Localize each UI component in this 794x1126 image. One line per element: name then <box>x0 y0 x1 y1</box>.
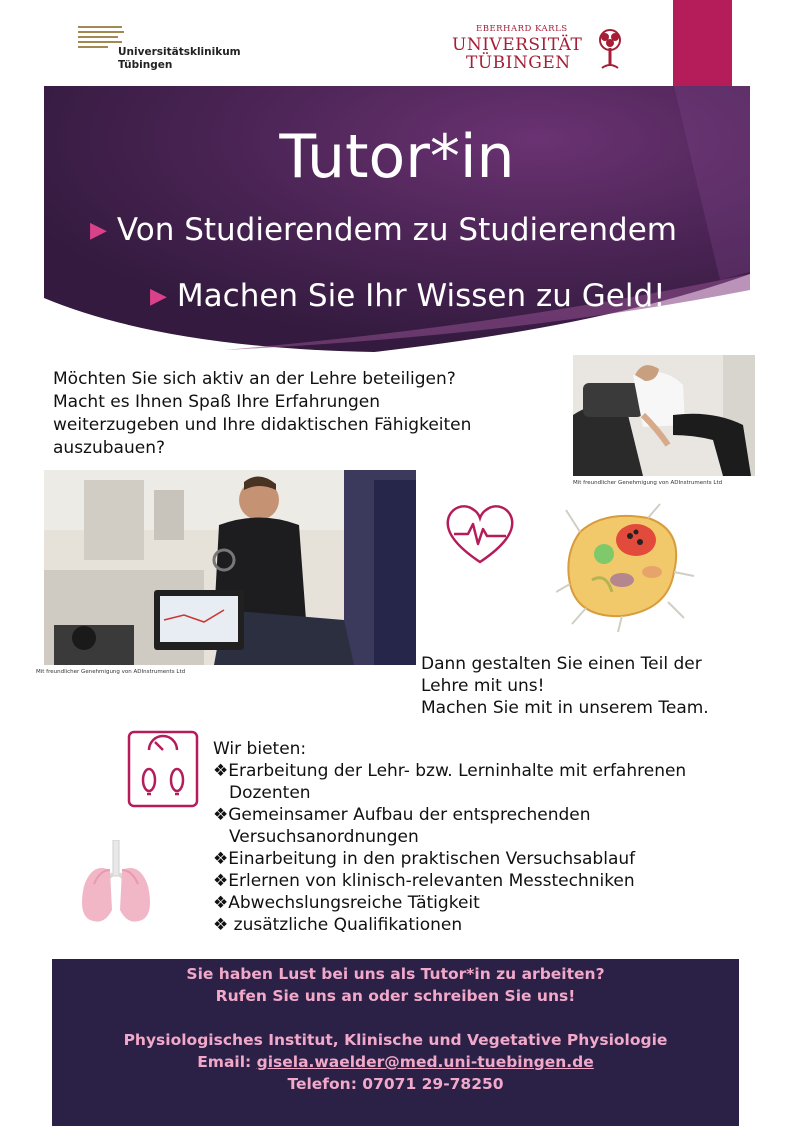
ukt-logo-line1: Universitätsklinikum <box>118 46 241 58</box>
palm-tree-icon <box>596 28 624 70</box>
offer-item: ❖Erlernen von klinisch-relevanten Messtechniken <box>213 871 635 891</box>
contact-line-1: Sie haben Lust bei uns als Tutor*in zu arbeiten? <box>186 965 605 983</box>
invite-line: Lehre mit uns! <box>421 676 545 696</box>
intro-line: Möchten Sie sich aktiv an der Lehre beteiligen? <box>53 369 456 389</box>
body-scale-icon <box>127 730 199 808</box>
contact-phone: Telefon: 07071 29-78250 <box>287 1075 504 1093</box>
contact-institute: Physiologisches Institut, Klinische und Vegetative Physiologie <box>123 1031 668 1049</box>
offer-heading: Wir bieten: <box>213 739 307 759</box>
invite-line: Machen Sie mit in unserem Team. <box>421 698 709 718</box>
photo-lab-student <box>44 470 416 665</box>
uni-logo-small-text: EBERHARD KARLS <box>476 24 568 34</box>
contact-email-row <box>52 1051 739 1073</box>
contact-email-link[interactable]: gisela.waelder@med.uni-tuebingen.de <box>256 1053 594 1071</box>
bullet-triangle-icon: ▶ <box>150 284 167 309</box>
ukt-logo-text <box>118 46 241 72</box>
intro-line: auszubauen? <box>53 438 165 458</box>
ukt-logo <box>78 26 241 76</box>
lungs-illustration <box>80 840 152 926</box>
uni-tuebingen-logo <box>452 24 632 74</box>
contact-line-2: Rufen Sie uns an oder schreiben Sie uns! <box>215 987 576 1005</box>
offer-item: ❖Erarbeitung der Lehr- bzw. Lerninhalte mit erfahrenen Dozenten <box>213 761 687 803</box>
banner-bullet-2-text: Machen Sie Ihr Wissen zu Geld! <box>176 278 666 314</box>
offer-item: ❖Gemeinsamer Aufbau der entsprechenden Versuchsanordnungen <box>213 805 591 847</box>
uni-logo-line1: UNIVERSITÄT <box>452 35 583 55</box>
offer-item: ❖Einarbeitung in den praktischen Versuchsablauf <box>213 849 636 869</box>
ukt-logo-line2: Tübingen <box>118 59 173 71</box>
banner-bullet-1-text: Von Studierendem zu Studierendem <box>116 212 677 248</box>
page-title: Tutor*in <box>279 122 515 192</box>
intro-text <box>53 368 533 460</box>
offer-section <box>213 738 733 936</box>
bullet-triangle-icon: ▶ <box>90 218 107 243</box>
cell-illustration <box>556 502 696 632</box>
contact-email-label: Email: <box>197 1053 257 1071</box>
heart-pulse-icon <box>444 502 516 566</box>
photo-woman-exercise <box>573 355 755 476</box>
intro-line: Macht es Ihnen Spaß Ihre Erfahrungen <box>53 392 381 412</box>
offer-item: ❖ zusätzliche Qualifikationen <box>213 915 463 935</box>
photo-caption-2: Mit freundlicher Genehmigung von ADInstruments Ltd <box>36 669 186 675</box>
photo-caption-1: Mit freundlicher Genehmigung von ADInstruments Ltd <box>573 480 723 486</box>
invite-text <box>421 653 751 719</box>
offer-list <box>213 760 733 936</box>
contact-box <box>52 959 739 1126</box>
banner-bullet-2 <box>150 278 666 314</box>
uni-logo-line2: TÜBINGEN <box>466 53 571 73</box>
invite-line: Dann gestalten Sie einen Teil der <box>421 654 702 674</box>
header-banner <box>44 86 750 352</box>
banner-bullet-1 <box>90 212 677 248</box>
offer-item: ❖Abwechslungsreiche Tätigkeit <box>213 893 480 913</box>
intro-line: weiterzugeben und Ihre didaktischen Fähigkeiten <box>53 415 472 435</box>
